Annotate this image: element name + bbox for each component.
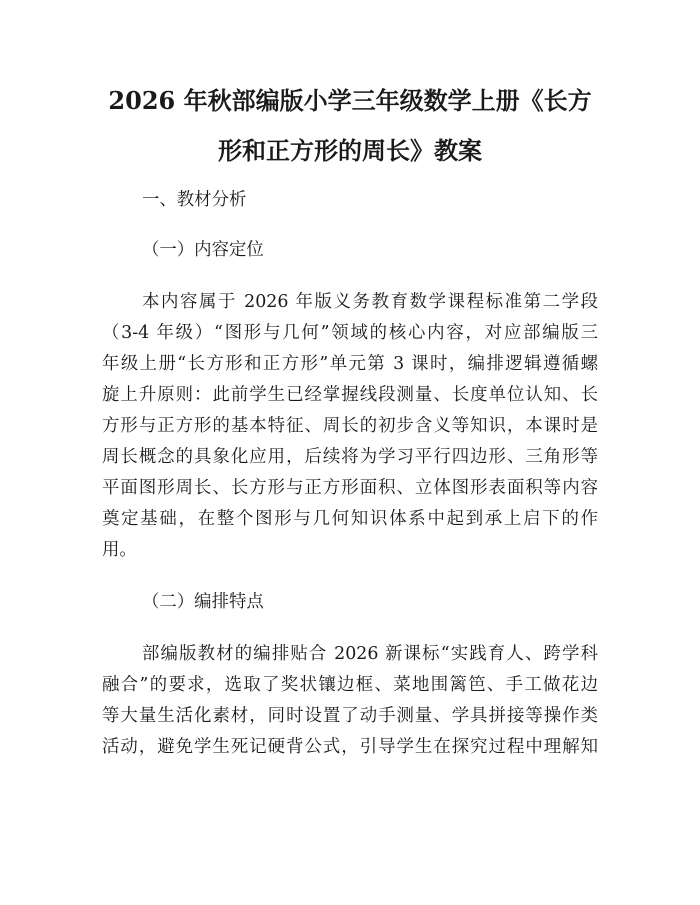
subheading-layout-features: （二）编排特点 — [142, 592, 264, 612]
document-title-line-2: 形和正方形的周长》教案 — [218, 136, 482, 165]
paragraph-1-line-5: 方形与正方形的基本特征、周长的初步含义等知识，本课时是 — [102, 416, 598, 436]
paragraph-2-line-1: 部编版教材的编排贴合 2026 新课标“实践育人、跨学科 — [142, 644, 598, 664]
paragraph-1-line-6: 周长概念的具象化应用，后续将为学习平行四边形、三角形等 — [102, 447, 598, 467]
subheading-content-positioning: （一）内容定位 — [142, 240, 264, 260]
paragraph-1-line-2: （3-4 年级）“图形与几何”领域的核心内容，对应部编版三 — [102, 323, 598, 343]
paragraph-2-line-3: 等大量生活化素材，同时设置了动手测量、学具拼接等操作类 — [102, 706, 598, 726]
paragraph-1-line-8: 奠定基础，在整个图形与几何知识体系中起到承上启下的作 — [102, 509, 598, 529]
paragraph-1-line-4: 旋上升原则：此前学生已经掌握线段测量、长度单位认知、长 — [102, 385, 598, 405]
section-heading-textbook-analysis: 一、教材分析 — [142, 190, 247, 210]
paragraph-2-line-2: 融合”的要求，选取了奖状镶边框、菜地围篱笆、手工做花边 — [102, 675, 598, 695]
paragraph-2-line-4: 活动，避免学生死记硬背公式，引导学生在探究过程中理解知 — [102, 737, 598, 757]
paragraph-1-line-7: 平面图形周长、长方形与正方形面积、立体图形表面积等内容 — [102, 478, 598, 498]
paragraph-1-line-1: 本内容属于 2026 年版义务教育数学课程标准第二学段 — [142, 292, 598, 312]
paragraph-1-line-3: 年级上册“长方形和正方形”单元第 3 课时，编排逻辑遵循螺 — [102, 354, 598, 374]
document-title-line-1: 2026 年秋部编版小学三年级数学上册《长方 — [108, 86, 592, 115]
paragraph-1-line-9: 用。 — [102, 540, 137, 560]
